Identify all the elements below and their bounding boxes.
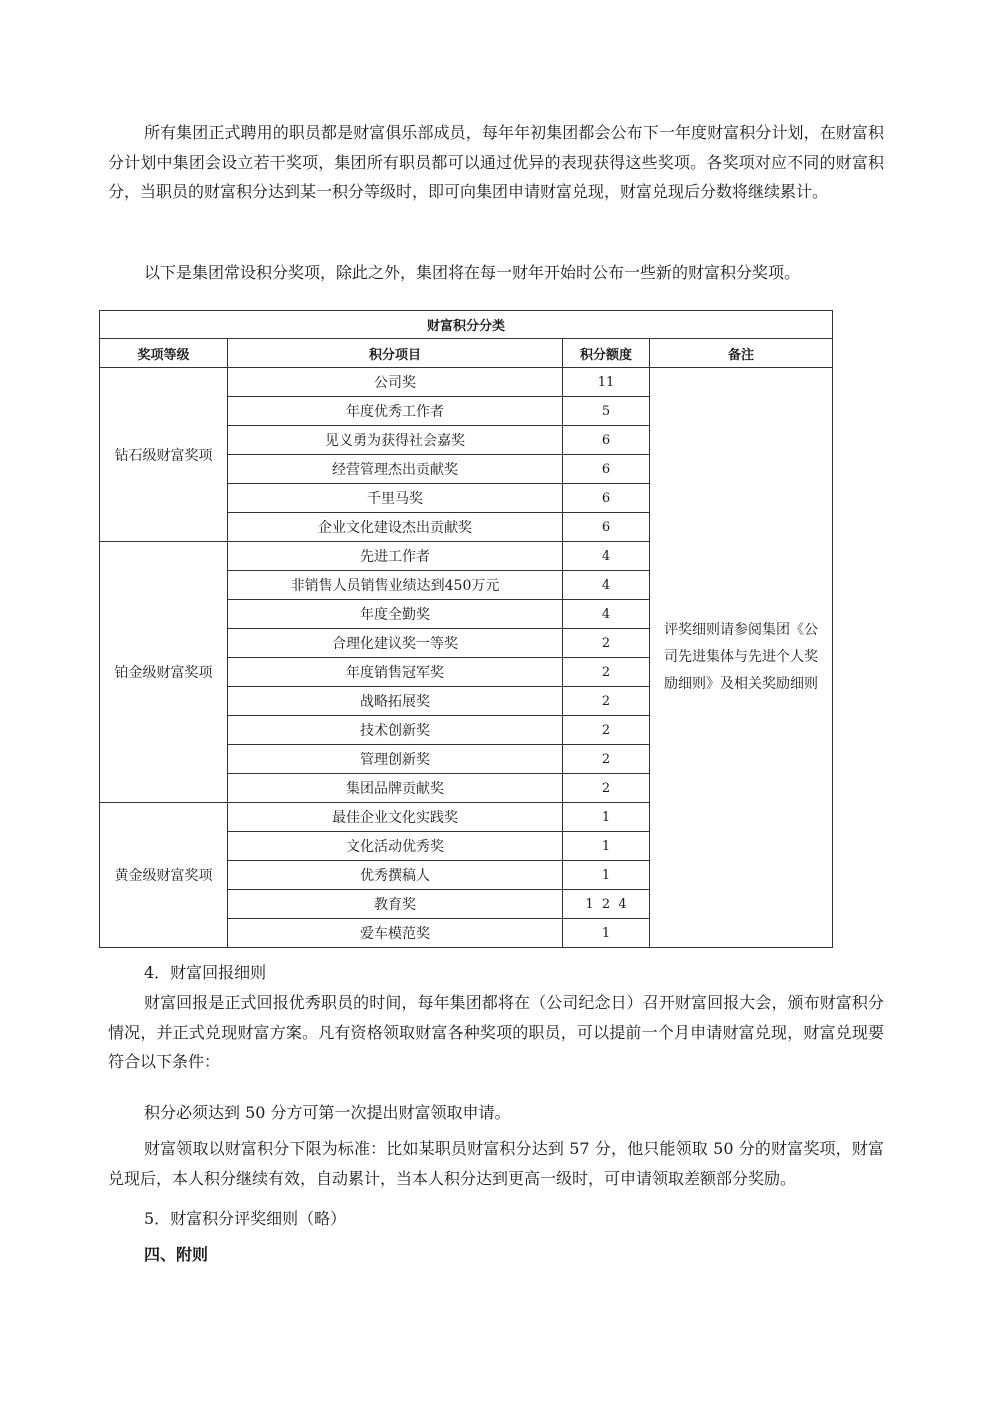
points-cell: 4 — [563, 542, 650, 571]
points-cell: 6 — [563, 513, 650, 542]
points-cell: 1 — [563, 832, 650, 861]
item-cell: 年度优秀工作者 — [228, 397, 563, 426]
points-cell: 2 — [563, 658, 650, 687]
header-note: 备注 — [650, 339, 833, 368]
item-cell: 管理创新奖 — [228, 745, 563, 774]
item-cell: 技术创新奖 — [228, 716, 563, 745]
item-cell: 最佳企业文化实践奖 — [228, 803, 563, 832]
item-cell: 集团品牌贡献奖 — [228, 774, 563, 803]
points-cell: 11 — [563, 368, 650, 397]
points-cell: 2 — [563, 774, 650, 803]
table-header-row — [100, 339, 833, 368]
points-cell: 4 — [563, 571, 650, 600]
points-cell: 6 — [563, 426, 650, 455]
item-cell: 企业文化建设杰出贡献奖 — [228, 513, 563, 542]
item-cell: 非销售人员销售业绩达到450万元 — [228, 571, 563, 600]
level-cell: 黄金级财富奖项 — [100, 803, 228, 948]
item-cell: 年度销售冠军奖 — [228, 658, 563, 687]
item-cell: 经营管理杰出贡献奖 — [228, 455, 563, 484]
awards-table — [99, 310, 833, 948]
section4-paragraph-1: 财富回报是正式回报优秀职员的时间，每年集团都将在（公司纪念日）召开财富回报大会，颁布财富积分情况，并正式兑现财富方案。凡有资格领取财富各种奖项的职员，可以提前一个月申请财富兑现，财富兑现要符合以下条件： — [108, 993, 884, 1071]
section5-heading: 5．财富积分评奖细则（略） — [144, 1209, 347, 1228]
points-cell: 1 — [563, 861, 650, 890]
item-cell: 见义勇为获得社会嘉奖 — [228, 426, 563, 455]
points-cell: 2 — [563, 716, 650, 745]
points-cell: 2 — [563, 629, 650, 658]
level-cell: 钻石级财富奖项 — [100, 368, 228, 542]
item-cell: 先进工作者 — [228, 542, 563, 571]
section4-paragraph-2: 积分必须达到 50 分方可第一次提出财富领取申请。 — [144, 1103, 511, 1122]
points-cell: 6 — [563, 455, 650, 484]
points-cell: 5 — [563, 397, 650, 426]
section4-paragraph-3: 财富领取以财富积分下限为标准：比如某职员财富积分达到 57 分，他只能领取 50 分的财富奖项，财富兑现后，本人积分继续有效，自动累计，当本人积分达到更高一级时，可申请领取差额部分奖励。 — [108, 1139, 884, 1188]
note-cell: 评奖细则请参阅集团《公司先进集体与先进个人奖励细则》及相关奖励细则 — [650, 368, 833, 948]
points-cell: 1 — [563, 919, 650, 948]
points-cell: 1 2 4 — [563, 890, 650, 919]
level-cell: 铂金级财富奖项 — [100, 542, 228, 803]
item-cell: 千里马奖 — [228, 484, 563, 513]
item-cell: 爱车模范奖 — [228, 919, 563, 948]
points-cell: 2 — [563, 687, 650, 716]
item-cell: 教育奖 — [228, 890, 563, 919]
item-cell: 年度全勤奖 — [228, 600, 563, 629]
points-cell: 2 — [563, 745, 650, 774]
table-caption: 财富积分分类 — [100, 311, 833, 339]
item-cell: 公司奖 — [228, 368, 563, 397]
table-caption-row — [100, 311, 833, 339]
header-item: 积分项目 — [228, 339, 563, 368]
header-points: 积分额度 — [563, 339, 650, 368]
item-cell: 优秀撰稿人 — [228, 861, 563, 890]
appendix-heading: 四、附则 — [144, 1245, 209, 1264]
intro-paragraph-2: 以下是集团常设积分奖项，除此之外，集团将在每一财年开始时公布一些新的财富积分奖项。 — [144, 263, 801, 282]
header-level: 奖项等级 — [100, 339, 228, 368]
section4-heading: 4．财富回报细则 — [144, 963, 267, 982]
item-cell: 文化活动优秀奖 — [228, 832, 563, 861]
table-row — [100, 368, 833, 397]
item-cell: 合理化建议奖一等奖 — [228, 629, 563, 658]
item-cell: 战略拓展奖 — [228, 687, 563, 716]
points-cell: 4 — [563, 600, 650, 629]
intro-paragraph-1: 所有集团正式聘用的职员都是财富俱乐部成员，每年年初集团都会公布下一年度财富积分计划，在财富积分计划中集团会设立若干奖项，集团所有职员都可以通过优异的表现获得这些奖项。各奖项对应不同的财富积分，当职员的财富积分达到某一积分等级时，即可向集团申请财富兑现，财富兑现后分数将继续累计。 — [108, 123, 884, 201]
points-cell: 6 — [563, 484, 650, 513]
points-cell: 1 — [563, 803, 650, 832]
